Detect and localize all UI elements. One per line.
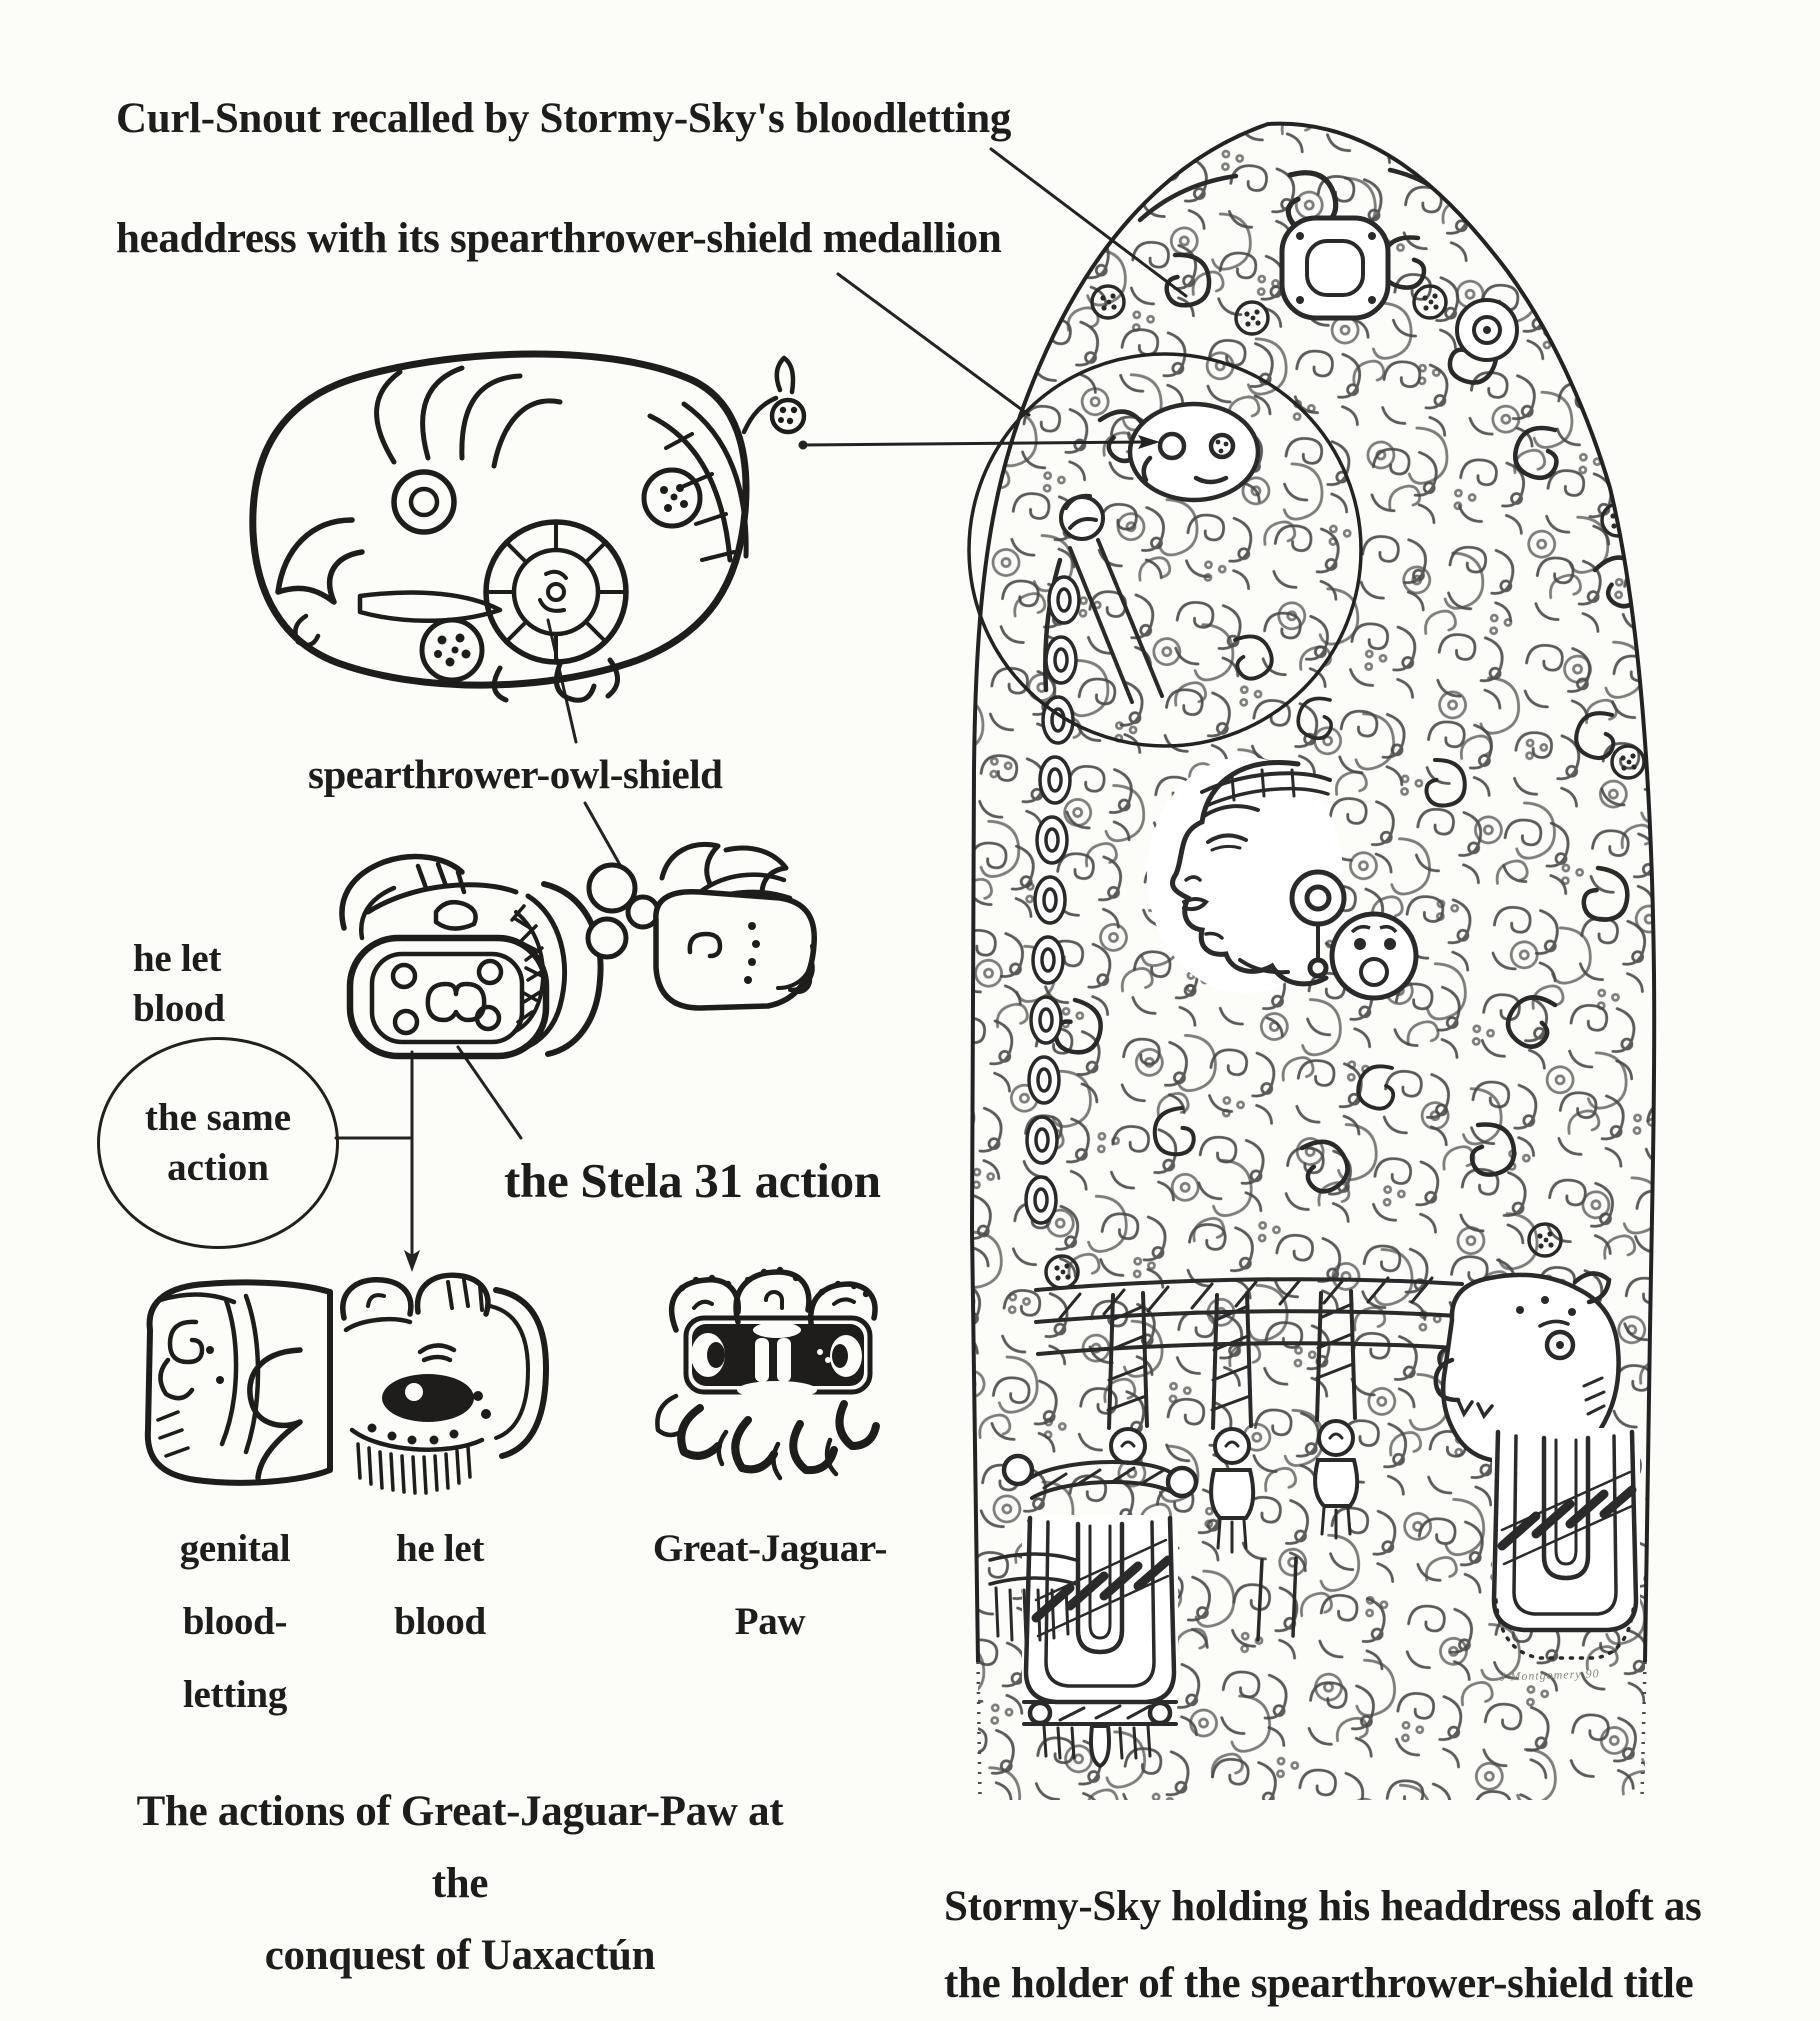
bundle-glyph-drawing bbox=[588, 844, 814, 1008]
caption-bottom-left-line-1: The actions of Great-Jaguar-Paw at the bbox=[136, 1788, 784, 1907]
stela-31-drawing bbox=[960, 108, 1662, 1802]
leader-line-stela31-text bbox=[458, 1047, 521, 1138]
upper-glyph-label bbox=[133, 934, 225, 1034]
same-action-line-1: the same bbox=[144, 1096, 292, 1139]
medallion-label: spearthrower-owl-shield bbox=[308, 751, 723, 797]
shoulder-rosette bbox=[1457, 300, 1517, 360]
caption-bottom-right-line-2: the holder of the spearthrower-shield title bbox=[944, 1960, 1694, 2007]
he-let-blood-glyph-uaxactun bbox=[343, 1275, 546, 1493]
caption-top-line-1: Curl-Snout recalled by Stormy-Sky's bloodletting bbox=[116, 95, 1012, 142]
right-pendant bbox=[1492, 1428, 1640, 1658]
lower-glyph-label-genital bbox=[160, 1512, 310, 1731]
headdress-quatrefoil bbox=[1282, 218, 1388, 318]
spearthrower-owl-shield-drawing bbox=[253, 354, 804, 700]
same-action-arrow bbox=[404, 1052, 420, 1272]
caption-bottom-left-line-2: conquest of Uaxactún bbox=[264, 1932, 656, 1979]
same-action-line-2: action bbox=[167, 1146, 269, 1189]
artist-signature: J Montgomery 90 bbox=[1499, 1666, 1600, 1684]
great-jaguar-paw-glyph bbox=[657, 1267, 876, 1478]
lower-label-b-line-1: he let bbox=[395, 1527, 485, 1570]
he-let-blood-glyph-stela31 bbox=[342, 857, 601, 1056]
genital-bloodletting-glyph bbox=[148, 1282, 330, 1482]
lower-label-c-line-1: Great-Jaguar- bbox=[652, 1527, 888, 1570]
caption-top-line-2: headdress with its spearthrower-shield medallion bbox=[116, 215, 1002, 262]
same-action-oval bbox=[97, 1037, 339, 1249]
lower-label-a-line-1: genital bbox=[179, 1527, 291, 1570]
caption-bottom-right-line-1: Stormy-Sky holding his headdress aloft as bbox=[944, 1883, 1702, 1930]
stormy-sky-face bbox=[1147, 757, 1344, 993]
lower-label-a-line-3: letting bbox=[182, 1673, 288, 1716]
upper-glyph-label-line-1: he let bbox=[133, 937, 222, 980]
caption-bottom-left bbox=[115, 1776, 805, 1992]
lower-label-a-line-2: blood- bbox=[182, 1600, 288, 1643]
upper-glyph-label-line-2: blood bbox=[133, 987, 225, 1030]
lower-label-c-line-2: Paw bbox=[734, 1600, 806, 1643]
leader-line-medallion-text bbox=[838, 274, 1029, 415]
caption-bottom-right bbox=[944, 1868, 1724, 2021]
lower-label-b-line-2: blood bbox=[394, 1600, 486, 1643]
stela-action-label: the Stela 31 action bbox=[504, 1153, 881, 1208]
headdress-medallion bbox=[1130, 404, 1258, 500]
lower-glyph-label-gjp bbox=[640, 1512, 900, 1658]
mask-medallion bbox=[1332, 914, 1416, 998]
leader-line-label-to-glyph bbox=[585, 803, 624, 872]
lower-glyph-label-heletblood bbox=[370, 1512, 510, 1658]
